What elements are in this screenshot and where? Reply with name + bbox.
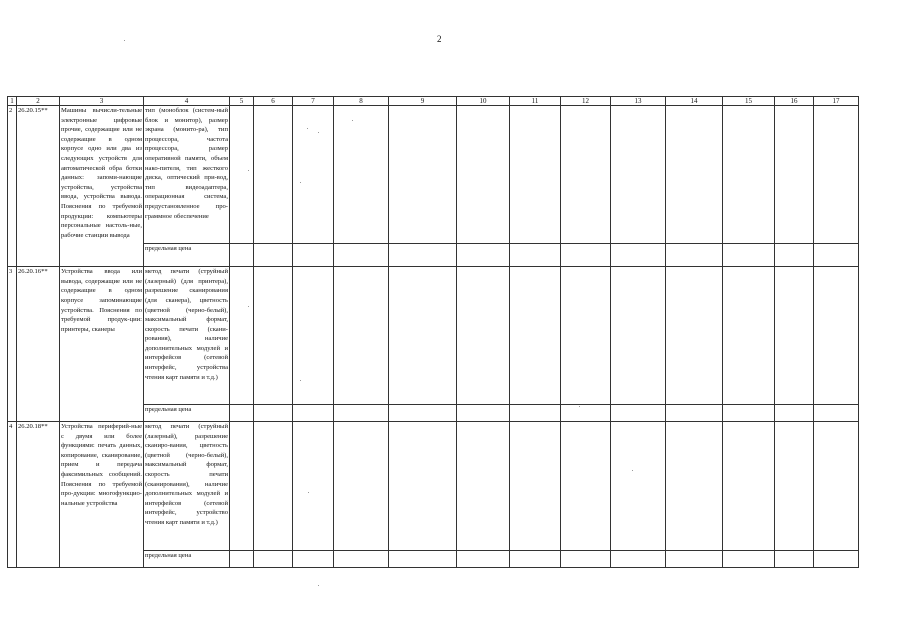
empty-cell — [254, 404, 293, 421]
empty-cell — [561, 550, 611, 567]
empty-cell — [666, 243, 723, 266]
scan-speck — [318, 585, 319, 586]
column-number-header: 8 — [334, 97, 389, 106]
empty-cell — [666, 404, 723, 421]
empty-cell — [254, 106, 293, 244]
column-number-header: 12 — [561, 97, 611, 106]
empty-cell — [293, 550, 334, 567]
empty-cell — [389, 550, 457, 567]
empty-cell — [775, 243, 814, 266]
empty-cell — [230, 422, 254, 551]
empty-cell — [254, 422, 293, 551]
empty-cell — [611, 243, 666, 266]
empty-cell — [389, 106, 457, 244]
okpd-code: 26.20.15** — [17, 106, 60, 267]
empty-cell — [254, 243, 293, 266]
empty-cell — [775, 404, 814, 421]
empty-cell — [457, 106, 510, 244]
empty-cell — [293, 106, 334, 244]
empty-cell — [389, 422, 457, 551]
empty-cell — [814, 550, 859, 567]
empty-cell — [723, 267, 775, 405]
column-number-row — [8, 97, 859, 106]
scan-speck — [579, 406, 580, 407]
column-number-header: 11 — [510, 97, 561, 106]
empty-cell — [814, 404, 859, 421]
empty-cell — [293, 422, 334, 551]
empty-cell — [334, 267, 389, 405]
procurement-table — [7, 96, 859, 568]
empty-cell — [666, 106, 723, 244]
empty-cell — [561, 106, 611, 244]
empty-cell — [775, 267, 814, 405]
empty-cell — [334, 404, 389, 421]
product-description: Устройства периферий-ные с двумя или более функциями: печать данных, копирование, сканирование, прием и передача факсимильных сообщений. Пояснения по требуемой про-дукции: многофункцио-нальные устройства — [60, 422, 144, 568]
row-number: 2 — [8, 106, 17, 267]
empty-cell — [666, 422, 723, 551]
scan-speck — [352, 120, 353, 121]
empty-cell — [723, 404, 775, 421]
column-number-header: 14 — [666, 97, 723, 106]
empty-cell — [293, 243, 334, 266]
empty-cell — [510, 550, 561, 567]
scan-speck — [248, 306, 249, 307]
empty-cell — [510, 422, 561, 551]
column-number-header: 15 — [723, 97, 775, 106]
table-row — [8, 267, 859, 405]
empty-cell — [561, 267, 611, 405]
empty-cell — [723, 243, 775, 266]
column-number-header: 5 — [230, 97, 254, 106]
empty-cell — [814, 106, 859, 244]
empty-cell — [389, 243, 457, 266]
empty-cell — [814, 267, 859, 405]
row-number: 4 — [8, 422, 17, 568]
empty-cell — [775, 106, 814, 244]
empty-cell — [814, 422, 859, 551]
empty-cell — [561, 404, 611, 421]
column-number-header: 10 — [457, 97, 510, 106]
empty-cell — [457, 243, 510, 266]
empty-cell — [457, 550, 510, 567]
scan-speck — [300, 380, 301, 381]
scan-speck — [248, 170, 249, 171]
empty-cell — [611, 422, 666, 551]
empty-cell — [775, 422, 814, 551]
product-description: Машины вычисли-тельные электронные цифровые прочие, содержащие или не содержащие в одном корпусе одно или два из следующих устройств для автоматической обра ботки данных: запоми-нающие устройства, устройства ввода, устройства вывода. Пояснения по требуемой продукции: компьютеры персональные настоль-ные, рабочие станции вывода — [60, 106, 144, 267]
empty-cell — [666, 550, 723, 567]
product-characteristics: тип (моноблок (систем-ный блок и монитор), размер экрана (монито-ра), тип процессора, частота процессора, размер оперативной памяти, объем нако-пителя, тип жесткого диска, оптический при-вод, тип видеоадаптера, операционная система, предустановленное про-граммное обеспечение — [144, 106, 230, 244]
empty-cell — [723, 422, 775, 551]
empty-cell — [723, 106, 775, 244]
empty-cell — [457, 404, 510, 421]
scan-speck — [308, 492, 309, 493]
empty-cell — [334, 550, 389, 567]
empty-cell — [666, 267, 723, 405]
empty-cell — [389, 404, 457, 421]
empty-cell — [561, 243, 611, 266]
product-characteristics: метод печати (струйный (лазерный), разрешение сканиро-вания, цветность (цветной (черно-белый), максимальный формат, скорость печати (сканирования), наличие дополнительных модулей и интерфейсов (сетевой интерфейс, устройство чтения карт памяти и т.д.) — [144, 422, 230, 551]
row-number: 3 — [8, 267, 17, 422]
column-number-header: 13 — [611, 97, 666, 106]
empty-cell — [230, 267, 254, 405]
column-number-header: 2 — [17, 97, 60, 106]
column-number-header: 9 — [389, 97, 457, 106]
empty-cell — [457, 267, 510, 405]
column-number-header: 7 — [293, 97, 334, 106]
empty-cell — [293, 404, 334, 421]
empty-cell — [510, 106, 561, 244]
column-number-header: 17 — [814, 97, 859, 106]
empty-cell — [510, 243, 561, 266]
column-number-header: 4 — [144, 97, 230, 106]
price-label: предельная цена — [144, 550, 230, 567]
okpd-code: 26.20.18** — [17, 422, 60, 568]
procurement-table-sheet — [7, 96, 858, 568]
column-number-header: 6 — [254, 97, 293, 106]
table-row — [8, 422, 859, 551]
empty-cell — [334, 243, 389, 266]
scan-speck — [307, 128, 308, 129]
price-label: предельная цена — [144, 404, 230, 421]
empty-cell — [814, 243, 859, 266]
scan-speck — [300, 182, 301, 183]
column-number-header: 1 — [8, 97, 17, 106]
empty-cell — [230, 106, 254, 244]
empty-cell — [611, 550, 666, 567]
empty-cell — [611, 404, 666, 421]
empty-cell — [723, 550, 775, 567]
empty-cell — [230, 404, 254, 421]
product-characteristics: метод печати (струйный (лазерный) (для принтера), разрешение сканирования (для сканера), цветность (цветной (черно-белый), максимальный формат, скорость печати (скани-рования), наличие дополнительных модулей и интерфейсов (сетевой интерфейс, устройства чтения карт памяти и т.д.) — [144, 267, 230, 405]
empty-cell — [611, 106, 666, 244]
empty-cell — [334, 422, 389, 551]
empty-cell — [334, 106, 389, 244]
empty-cell — [293, 267, 334, 405]
product-description: Устройства ввода или вывода, содержащие или не содержащие в одном корпусе запоминающие устройства. Пояснения по требуемой продук-ции: принтеры, сканеры — [60, 267, 144, 422]
okpd-code: 26.20.16** — [17, 267, 60, 422]
empty-cell — [230, 243, 254, 266]
empty-cell — [561, 422, 611, 551]
column-number-header: 16 — [775, 97, 814, 106]
empty-cell — [611, 267, 666, 405]
empty-cell — [775, 550, 814, 567]
empty-cell — [254, 550, 293, 567]
page-number: 2 — [437, 34, 442, 44]
empty-cell — [254, 267, 293, 405]
table-row — [8, 106, 859, 244]
empty-cell — [230, 550, 254, 567]
empty-cell — [389, 267, 457, 405]
empty-cell — [510, 267, 561, 405]
price-label: предельная цена — [144, 243, 230, 266]
scan-speck — [632, 470, 633, 471]
column-number-header: 3 — [60, 97, 144, 106]
empty-cell — [457, 422, 510, 551]
scan-speck — [318, 132, 319, 133]
scan-speck — [124, 40, 125, 41]
empty-cell — [510, 404, 561, 421]
